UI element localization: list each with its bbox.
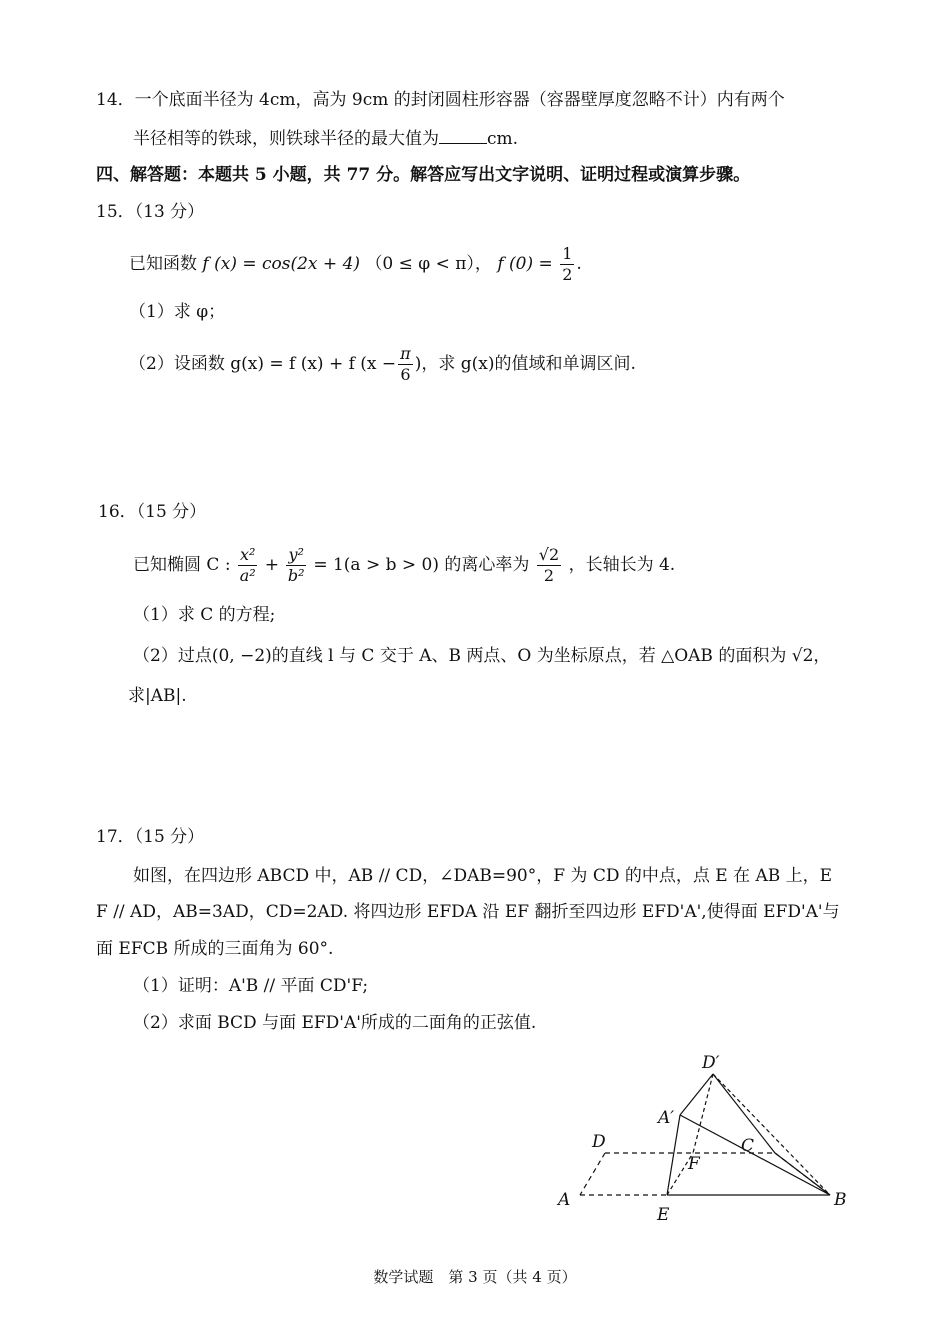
edge-CB (775, 1153, 830, 1195)
label-D: D (592, 1132, 606, 1152)
q17-line1: 如图，在四边形 ABCD 中，AB // CD，∠DAB=90°，F 为 CD 的中点，点 E 在 AB 上，E (133, 866, 833, 886)
q15-part2-text: （2）设函数 g(x) = f (x) + f (x − (129, 354, 397, 374)
q16-stem (133, 543, 675, 587)
q15-half-fraction: $\frac{1}{2}$ (562, 244, 573, 284)
q16-y-fraction: $\frac{\text{y²}}{\text{b²}}$ (287, 545, 305, 585)
edge-D1B (713, 1074, 830, 1195)
q16-stem-intro: 已知椭圆 C : (133, 555, 231, 575)
q15-stem-end: . (576, 254, 582, 274)
label-F: F (688, 1154, 700, 1174)
q14-line2-text: 半径相等的铁球，则铁球半径的最大值为 (133, 129, 439, 149)
q17-line2: F // AD，AB=3AD，CD=2AD. 将四边形 EFDA 沿 EF 翻折至四边形 EFD'A',使得面 EFD'A'与 (96, 902, 840, 922)
q15-stem-intro: 已知函数 (129, 254, 197, 274)
q16-eccentricity: $\frac{√2}{2}$ (538, 545, 560, 585)
q17-part1: （1）证明：A'B // 平面 CD'F; (133, 976, 369, 996)
q16-stem-middle: = 1(a > b > 0) 的离心率为 (313, 555, 530, 575)
q17-line3: 面 EFCB 所成的三面角为 60°. (96, 939, 334, 959)
label-D-prime: D′ (702, 1053, 720, 1073)
label-B: B (834, 1190, 847, 1210)
label-C: C (741, 1136, 755, 1156)
label-A-prime: A′ (658, 1108, 675, 1128)
q15-part2 (129, 342, 636, 386)
folded-quadrilateral-figure (550, 1048, 860, 1226)
q15-stem (129, 244, 582, 285)
q14-unit: cm. (487, 129, 519, 149)
q15-header: 15．（13 分） (96, 202, 205, 222)
section4-title: 四、解答题：本题共 5 小题，共 77 分。解答应写出文字说明、证明过程或演算步骤。 (96, 165, 751, 185)
q17-header: 17．（15 分） (96, 827, 205, 847)
q15-function: f (x) = cos(2x + 4) (202, 254, 361, 274)
q14-line2 (133, 127, 518, 151)
q16-stem-end: ，长轴长为 4. (568, 555, 676, 575)
q16-part1: （1）求 C 的方程; (133, 605, 276, 625)
q15-f0: f (0) = (497, 254, 553, 274)
q16-part2: （2）过点(0, −2)的直线 l 与 C 交于 A、B 两点、O 为坐标原点，若 △OAB 的面积为 √2， (133, 646, 831, 666)
q16-x-fraction: $\frac{\text{x²}}{\text{a²}}$ (239, 545, 256, 585)
label-E: E (657, 1205, 670, 1225)
page-footer: 数学试题 第 3 页（共 4 页） (373, 1268, 577, 1286)
edge-DA (580, 1153, 605, 1195)
label-A: A (558, 1190, 571, 1210)
q15-condition: （0 ≤ φ < π）， (365, 254, 492, 274)
q15-pi-over-6: $\frac{\pi}{6}$ (400, 344, 411, 384)
q15-part2-end: )，求 g(x)的值域和单调区间. (414, 354, 636, 374)
q16-plus: + (264, 555, 280, 575)
q14-answer-blank (439, 127, 487, 144)
q16-part2-end: 求|AB|. (128, 686, 187, 706)
q14-line1: 14．一个底面半径为 4cm，高为 9cm 的封闭圆柱形容器（容器壁厚度忽略不计）内有两个 (96, 90, 785, 110)
q16-header: 16．（15 分） (98, 502, 207, 522)
q17-part2: （2）求面 BCD 与面 EFD'A'所成的二面角的正弦值. (133, 1013, 537, 1033)
q15-part1: （1）求 φ； (129, 302, 226, 322)
